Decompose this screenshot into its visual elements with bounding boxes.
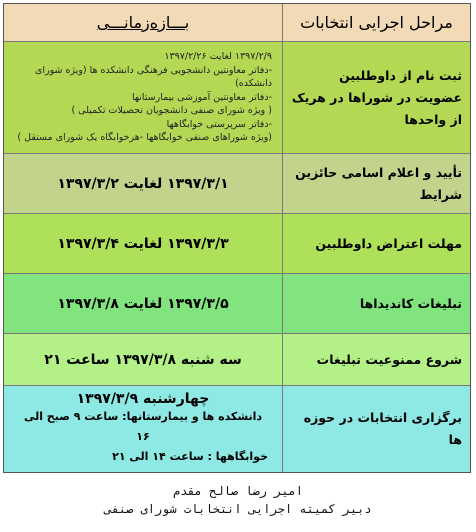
signatory-title: دبیر کمیته اجرایی انتخابات شورای صنفی xyxy=(104,502,372,516)
election-day: چهارشنبه ۱۳۹۷/۳/۹ xyxy=(76,391,210,407)
table-header-row xyxy=(4,4,470,42)
stage-cell: تأیید و اعلام اسامی حائزین شرایط xyxy=(282,154,470,213)
time-line: ۱۳۹۷/۲/۹ لغایت ۱۳۹۷/۲/۲۶ xyxy=(164,51,272,63)
timing-cell xyxy=(4,274,282,333)
timing-cell xyxy=(4,386,282,472)
table-row xyxy=(4,334,470,386)
timing-cell xyxy=(4,214,282,273)
date-range: ۱۳۹۷/۳/۳ لغایت ۱۳۹۷/۳/۴ xyxy=(57,235,229,252)
stage-cell: برگزاری انتخابات در حوزه ها xyxy=(282,386,470,472)
header-timing: بـــازه‌زمانـــی xyxy=(4,4,282,41)
date-range: ۱۳۹۷/۳/۱ لغایت ۱۳۹۷/۳/۲ xyxy=(57,175,229,192)
header-stages: مراحل اجرایی انتخابات xyxy=(282,4,470,41)
timing-cell xyxy=(4,154,282,213)
table-row xyxy=(4,154,470,214)
stage-cell: مهلت اعتراض داوطلبین xyxy=(282,214,470,273)
time-line: -دفاتر معاونتین دانشجویی فرهنگی دانشکده ها (ویژه شورای دانشکده) xyxy=(34,64,272,90)
table-row xyxy=(4,42,470,154)
signatory-name: امیر رضا صالح مقدم xyxy=(172,484,304,498)
elections-schedule-table xyxy=(3,3,471,473)
stage-cell: تبلیغات کاندیداها xyxy=(282,274,470,333)
table-row xyxy=(4,214,470,274)
time-line: ( ویژه شورای صنفی دانشجویان تحصیلات تکمیلی ) xyxy=(71,105,272,117)
time-line: -دفاتر سرپرستی خوابگاهها xyxy=(166,118,272,130)
timing-cell xyxy=(4,42,282,153)
table-row xyxy=(4,386,470,472)
timing-cell xyxy=(4,334,282,385)
time-line: خوابگاهها : ساعت ۱۴ الی ۲۱ xyxy=(112,450,268,463)
date-range: سه شنبه ۱۳۹۷/۳/۸ ساعت ۲۱ xyxy=(44,351,242,368)
time-line: -دفاتر معاونتین آموزشی بیمارستانها xyxy=(131,91,272,103)
date-range: ۱۳۹۷/۳/۵ لغایت ۱۳۹۷/۳/۸ xyxy=(57,295,229,312)
stage-cell: شروع ممنوعیت تبلیغات xyxy=(282,334,470,385)
table-row xyxy=(4,274,470,334)
time-line: دانشکده ها و بیمارستانها: ساعت ۹ صبح الی ۱۶ xyxy=(23,410,263,443)
time-line: (ویژه شوراهای صنفی خوابگاهها -هرخوابگاه یک شورای مستقل ) xyxy=(17,132,272,144)
stage-cell: ثبت نام از داوطلبین عضویت در شوراها در هریک از واحدها xyxy=(282,42,470,153)
